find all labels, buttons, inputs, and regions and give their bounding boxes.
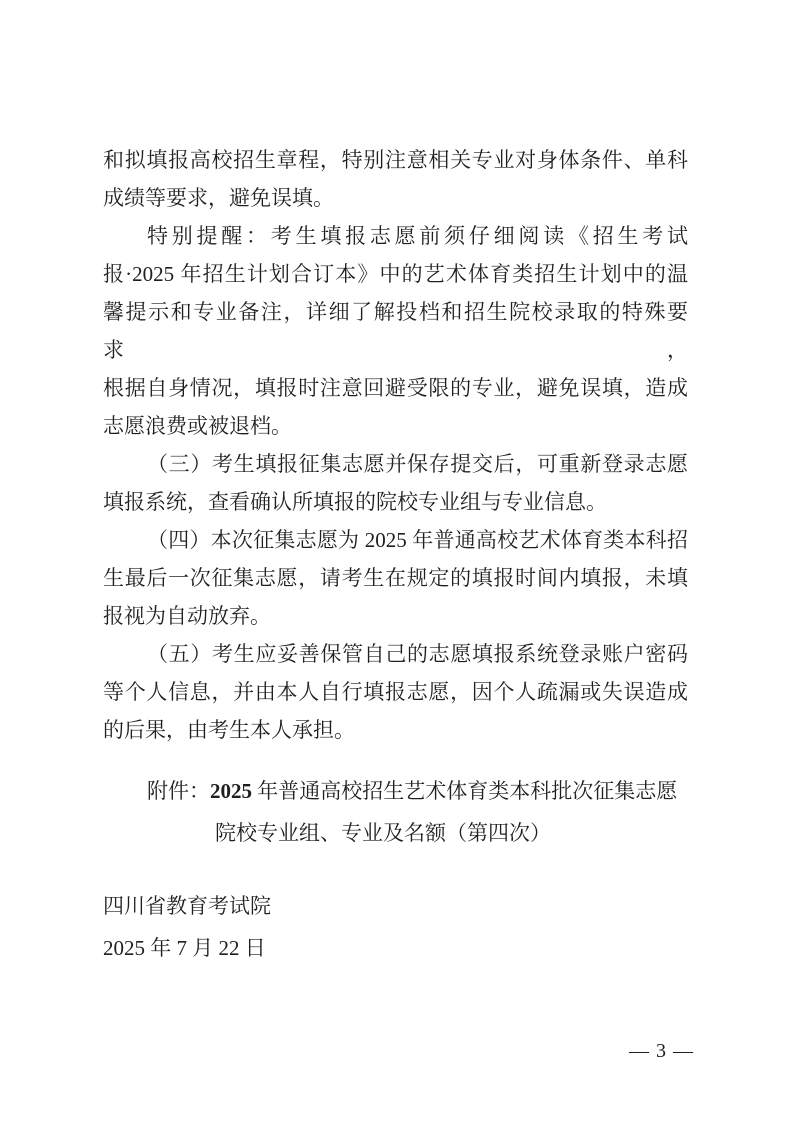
text-line: （五）考生应妥善保管自己的志愿填报系统登录账户密码 bbox=[147, 642, 688, 666]
text-line: 填报系统，查看确认所填报的院校专业组与专业信息。 bbox=[103, 490, 607, 514]
signature-date: 2025 年 7 月 22 日 bbox=[103, 936, 266, 960]
text-line: 特别提醒：考生填报志愿前须仔细阅读《招生考试 bbox=[147, 224, 688, 248]
text-line: 志愿浪费或被退档。 bbox=[103, 414, 292, 438]
text-line: 等个人信息，并由本人自行填报志愿，因个人疏漏或失误造成 bbox=[103, 680, 688, 704]
attachment-title-line2: 院校专业组、专业及名额（第四次） bbox=[215, 821, 551, 845]
attachment-title-line1 bbox=[103, 770, 688, 812]
page-number: — 3 — bbox=[629, 1040, 694, 1062]
text-line: （四）本次征集志愿为 2025 年普通高校艺术体育类本科招 bbox=[147, 528, 688, 552]
body-paragraphs bbox=[103, 141, 688, 749]
text-line: 生最后一次征集志愿，请考生在规定的填报时间内填报，未填 bbox=[103, 566, 688, 590]
attachment-block bbox=[103, 770, 688, 854]
text-line: 的后果，由考生本人承担。 bbox=[103, 718, 355, 742]
attachment-title-rest: 年普通高校招生艺术体育类本科批次征集志愿 bbox=[252, 779, 678, 803]
text-line: 成绩等要求，避免误填。 bbox=[103, 186, 334, 210]
attachment-label: 附件： bbox=[147, 779, 210, 803]
text-line: 报·2025 年招生计划合订本》中的艺术体育类招生计划中的温 bbox=[103, 262, 688, 286]
text-line: 报视为自动放弃。 bbox=[103, 604, 271, 628]
document-body bbox=[103, 141, 688, 969]
text-line: 馨提示和专业备注，详细了解投档和招生院校录取的特殊要求， bbox=[103, 300, 688, 362]
text-line: 和拟填报高校招生章程，特别注意相关专业对身体条件、单科 bbox=[103, 148, 688, 172]
text-line: （三）考生填报征集志愿并保存提交后，可重新登录志愿 bbox=[147, 452, 688, 476]
text-line: 根据自身情况，填报时注意回避受限的专业，避免误填，造成 bbox=[103, 376, 688, 400]
signature-block bbox=[103, 885, 688, 969]
signature-organization: 四川省教育考试院 bbox=[103, 894, 271, 918]
attachment-year: 2025 bbox=[210, 779, 252, 803]
